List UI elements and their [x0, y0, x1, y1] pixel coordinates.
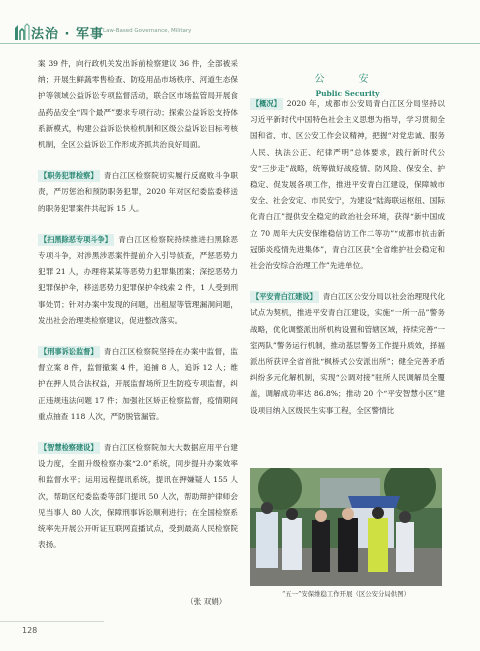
section-tag: 【职务犯罪检察】 [40, 171, 98, 181]
section-text: 青白江区检察院坚持在办案中监督，监督立案 8 件，监督撤案 4 件，追捕 8 人，追诉 12 人；维护在押人员合法权益，开展监督场所卫生防疫专项监督，纠正违规违法问题 17 件；加强社区矫正检察监督，疫情期间重点抽查 118 人次，严防脱管漏管。 [38, 347, 238, 421]
page-number: 128 [22, 626, 38, 635]
photo-caption: “五一”安保维稳工作开展（区公安分局供图） [282, 590, 410, 598]
page-header [0, 0, 480, 44]
left-column [38, 56, 238, 553]
section-tag: 【平安青白江建设】 [252, 292, 317, 302]
footer-divider [0, 621, 104, 622]
section-duty-crime [38, 168, 238, 217]
safe-qingbaijiang-paragraph [250, 289, 445, 419]
right-column [250, 96, 445, 419]
publication-logo-icon [12, 22, 32, 42]
section-text: 青白江区检察院加大大数据应用平台建设力度，全面升级检察办案“2.0”系统，同步提升办案效率和监督水平；运用远程提讯系统，提讯在押嫌疑人 155 人次，帮助区纪委监委等部门提讯 50 人次，帮助辩护律师会见当事人 80 人次，保障刑事诉讼顺利进行；在全国检察系统率先开展公开听证互联网直播试点，受到最高人民检察院表扬。 [38, 443, 238, 550]
section-criminal-supervision [38, 344, 238, 425]
section-text: 青白江区检察院切实履行反腐败斗争职责，严厉惩治和预防职务犯罪，2020 年对区纪委监委移送的职务犯罪案件共起诉 15 人。 [38, 171, 238, 213]
section-subtitle: Law-Based Governance, Military [103, 28, 192, 34]
section-tag: 【概况】 [252, 99, 281, 108]
section-heading-en: Public Security [315, 89, 380, 98]
header-divider [0, 43, 480, 44]
section-heading-cn: 公 安 [314, 74, 381, 85]
section-smart-procuratorate [38, 440, 238, 553]
author-credit: （张 双娟） [186, 597, 227, 606]
section-text: 2020 年，成都市公安局青白江区分局坚持以习近平新时代中国特色社会主义思想为指导，学习贯彻全国和省、市、区公安工作会议精神，把握“对党忠诚、服务人民、执法公正、纪律严明”总体要求，践行新时代公安“三步走”战略，统筹做好战疫情、防风险、保安全、护稳定、促发展各项工作，推进平安青白江建设，保障城市安全、社会安定、市民安宁，为建设“陆海联运枢纽、国际化青白江”提供安全稳定的政治社会环境，获得“新中国成立 70 周年大庆安保维稳信访工作二等功”“成都市抗击新冠肺炎疫情先进集体”，青白江区获“全省维护社会稳定和社会治安综合治理工作”先进单位。 [250, 99, 445, 271]
section-anti-gang [38, 232, 238, 329]
overview-paragraph [250, 96, 445, 274]
section-text: 青白江区检察院持续推进扫黑除恶专项斗争，对涉黑涉恶案件提前介入引导侦查，严惩恶势力犯罪 21 人，办理将某某等恶势力犯罪集团案；深挖恶势力犯罪保护伞，移送恶势力犯罪保护伞线索 2 件，1 人受到刑事处罚；针对办案中发现的问题，出租屋等管理漏洞问题，发出社会治理类检察建议，促进整改落实。 [38, 234, 238, 325]
section-text: 青白江区公安分局以社会治理现代化试点为契机，推进平安青白江建设，实施“一所一品”警务战略，优化调整派出所机构设置和管辖区域，持续完善“一室两队”警务运行机制，推动基层警务工作提升质效，择福派出所获评全省首批“枫桥式公安派出所”；健全完善矛盾纠纷多元化解机制，实现“公调对接”驻所人民调解员全覆盖，调解成功率达 86.8%；推动 20 个“平安智慧小区”建设项目纳入区级民生实事工程，全区警情比 [250, 292, 445, 415]
section-title: 法治 · 军事 [31, 27, 104, 42]
section-tag: 【智慧检察建设】 [40, 443, 98, 453]
police-photo [250, 468, 442, 586]
section-tag: 【扫黑除恶专项斗争】 [40, 234, 112, 244]
intro-paragraph: 案 39 件，向行政机关发出诉前检察建议 36 件，全部被采纳；开展生鲜蔬零售检查、防疫用品市场秩序、河道生态保护等领域公益诉讼专项监督活动，联合区市场监管局开展食品药品安全“四个最严”要求专项行动；探索公益诉讼支持体系新模式，构建公益诉讼快检机制和区级公益诉讼目标考核机制，全区公益诉讼工作形成齐抓共治良好局面。 [38, 59, 238, 150]
police-photo-illustration [250, 468, 442, 586]
section-tag: 【刑事诉讼监督】 [40, 347, 98, 357]
